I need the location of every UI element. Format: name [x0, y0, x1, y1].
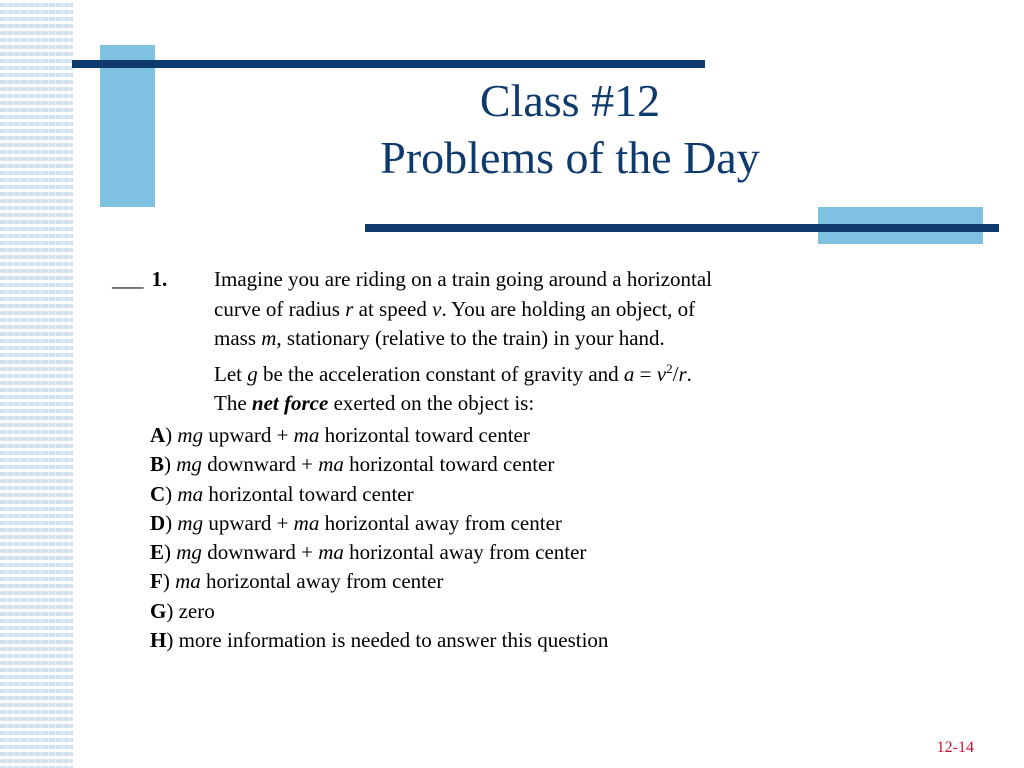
- stem-line-3: mass m, stationary (relative to the train) in your hand.: [214, 326, 665, 350]
- var-r-denominator: r: [678, 361, 687, 386]
- answer-blank: ___: [112, 267, 144, 291]
- net-force-emphasis: net force: [251, 391, 329, 415]
- stem-line-1: Imagine you are riding on a train going around a horizontal: [214, 267, 713, 291]
- choice-h: H) more information is needed to answer this question: [150, 628, 609, 653]
- var-r: r: [345, 296, 354, 321]
- var-v-squared: v: [656, 361, 667, 386]
- answer-choices: [150, 421, 608, 655]
- stem-line-4: Let g be the acceleration constant of gravity and $a = v^2/r$.: [214, 360, 692, 386]
- choice-b: B) mg downward + ma horizontal toward center: [150, 452, 555, 477]
- exponent-2: 2: [666, 360, 673, 376]
- choice-a: A) mg upward + ma horizontal toward center: [150, 423, 530, 447]
- var-g: g: [247, 361, 258, 386]
- var-a: a: [623, 361, 635, 386]
- choice-g: G) zero: [150, 598, 215, 623]
- title-line-2: Problems of the Day: [380, 132, 760, 183]
- decorative-blue-block-left: [100, 45, 155, 207]
- choice-d: D) mg upward + ma horizontal away from center: [150, 510, 562, 535]
- choice-f: F) ma horizontal away from center: [150, 569, 444, 594]
- slide-title: [300, 72, 840, 186]
- slide-number: 12-14: [936, 739, 974, 756]
- choice-c: C) ma horizontal toward center: [150, 481, 414, 506]
- question-stem: [214, 265, 712, 419]
- question-number-label: 1.: [151, 267, 168, 291]
- title-line-1: Class #12: [479, 75, 661, 126]
- stem-line-5: The net force exerted on the object is:: [214, 391, 535, 415]
- question-number: [112, 267, 167, 292]
- var-v: v: [432, 296, 442, 321]
- var-m: m: [261, 326, 277, 350]
- decorative-navy-rule-middle: [365, 224, 999, 232]
- choice-e: E) mg downward + ma horizontal away from center: [150, 540, 587, 565]
- decorative-navy-rule-top: [72, 60, 705, 68]
- stem-line-2: curve of radius r at speed v. You are holding an object, of: [214, 296, 696, 321]
- striped-left-border: [0, 0, 73, 768]
